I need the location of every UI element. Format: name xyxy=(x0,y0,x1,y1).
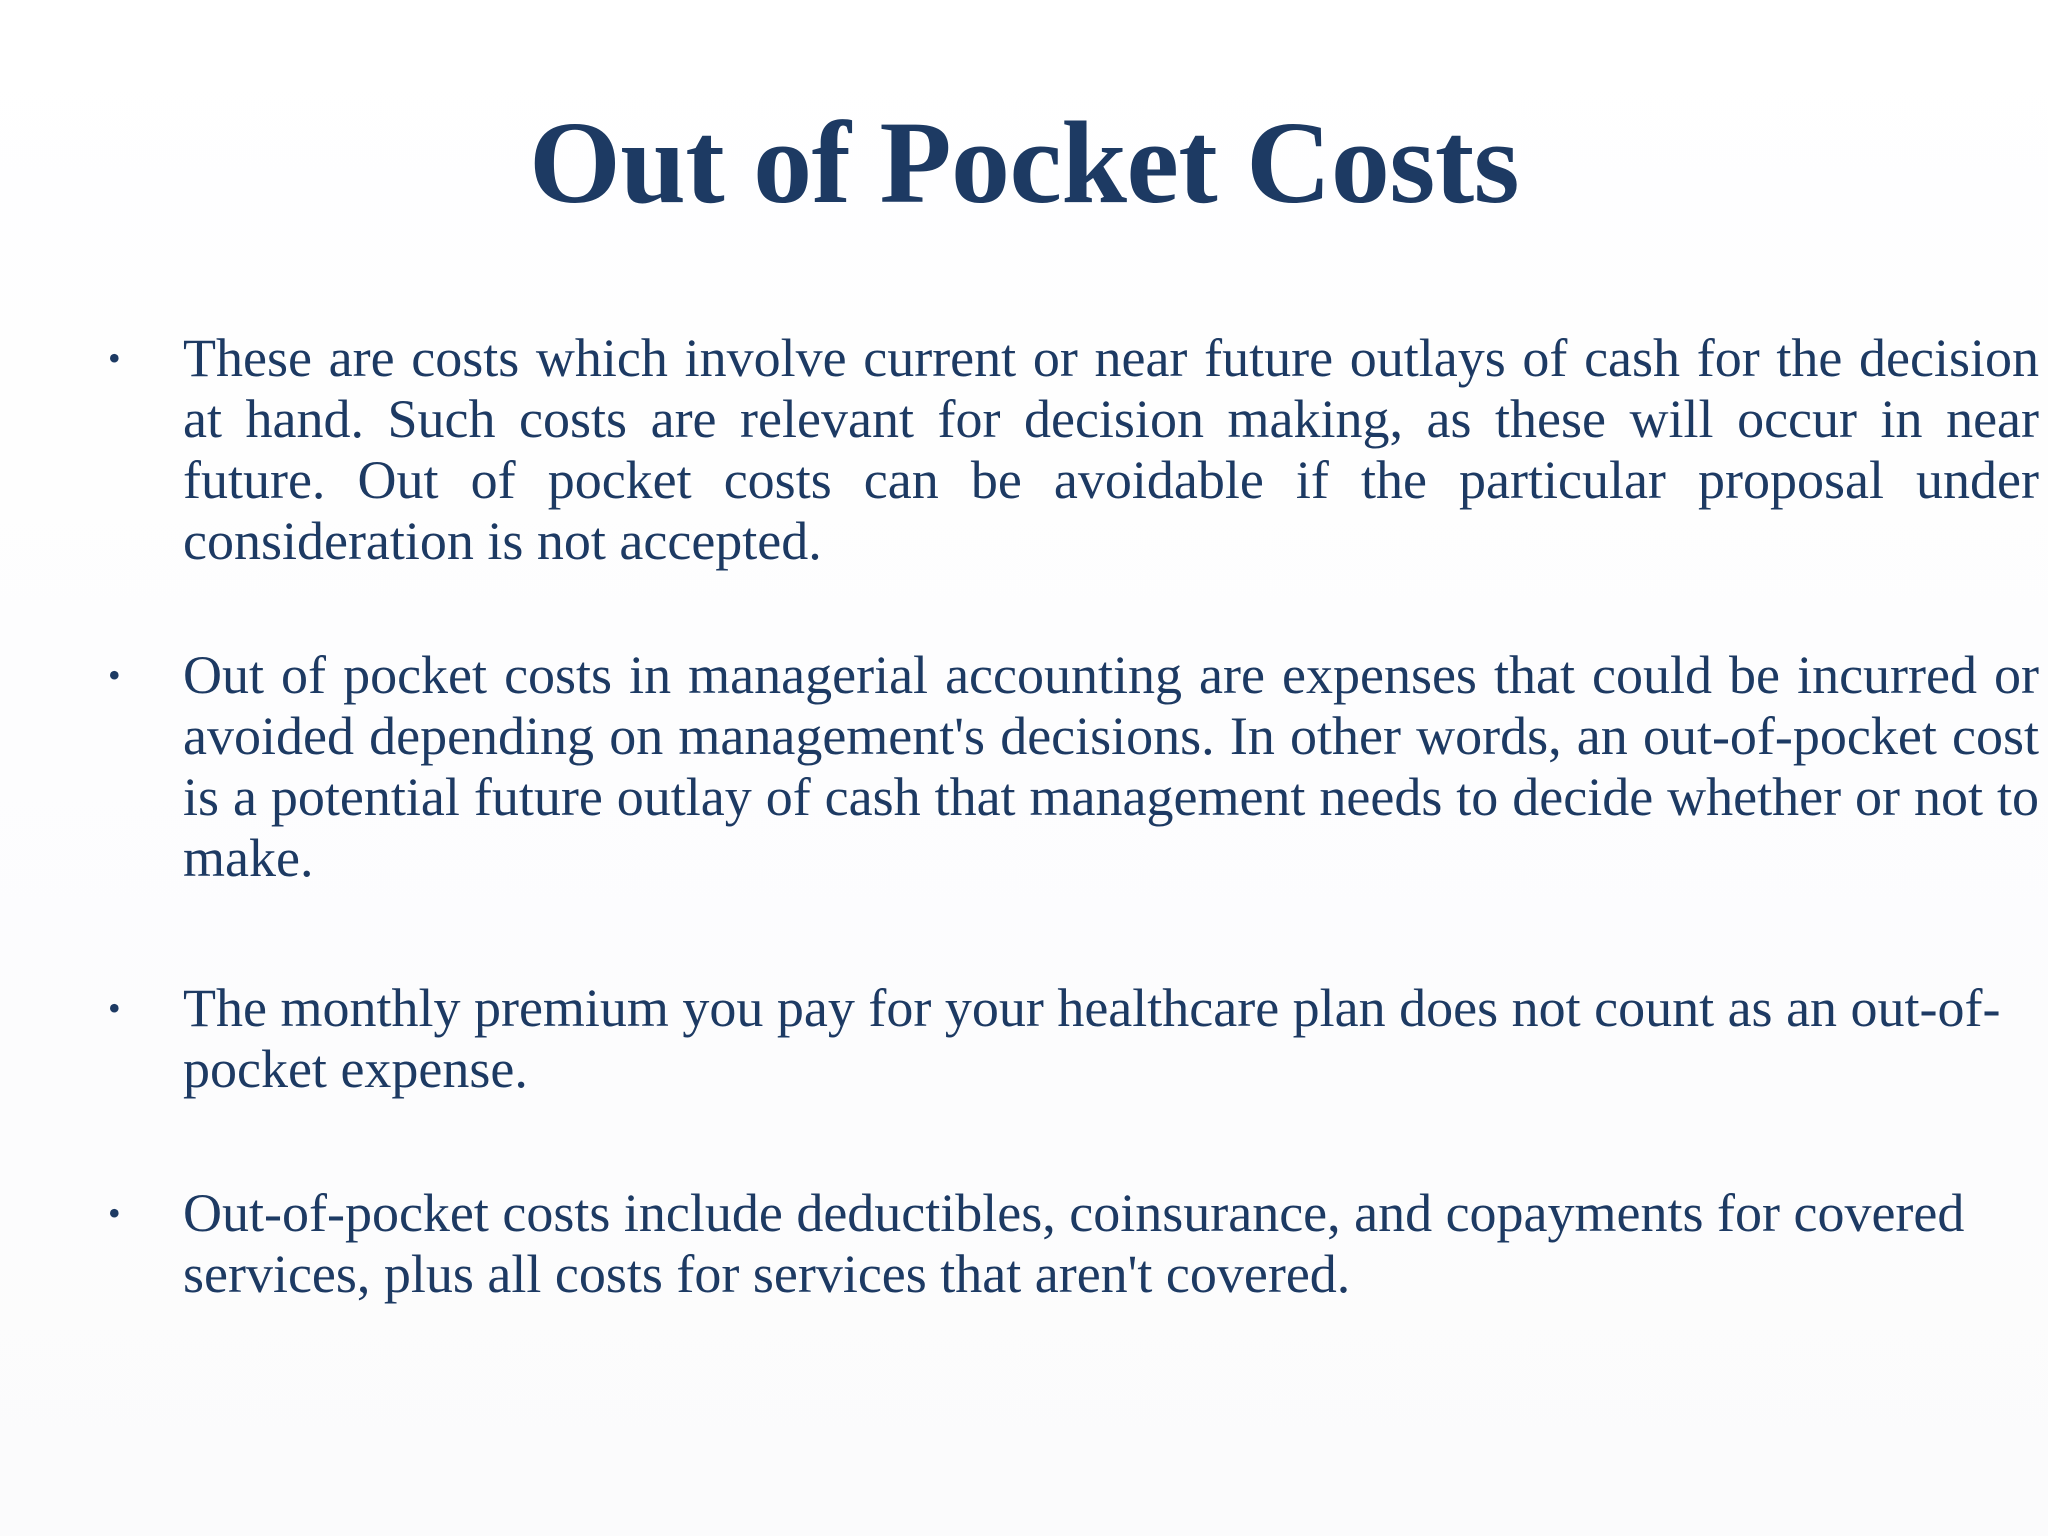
bullet-text: The monthly premium you pay for your healthcare plan does not count as an out-of-pocket expense. xyxy=(183,978,2001,1099)
bullet-text: Out-of-pocket costs include deductibles, coinsurance, and copayments for covered services, plus all costs for services that aren't covered. xyxy=(183,1183,1965,1304)
bullet-icon: • xyxy=(108,988,121,1028)
bullet-text: Out of pocket costs in managerial accounting are expenses that could be incurred or avoided depending on management's decisions. In other words, an out-of-pocket cost is a potential future outlay of cash that management needs to decide whether or not to make. xyxy=(183,645,2039,888)
bullet-item xyxy=(100,978,2001,1100)
bullet-text: These are costs which involve current or near future outlays of cash for the decision at hand. Such costs are relevant for decision making, as these will occur in near future. Out of pocket costs can be avoidable if the particular proposal under consideration is not accepted. xyxy=(183,328,2039,571)
bullet-list xyxy=(100,328,2039,1305)
bullet-item xyxy=(100,328,2039,572)
bullet-icon: • xyxy=(108,655,121,695)
bullet-item xyxy=(100,645,2039,889)
slide-title: Out of Pocket Costs xyxy=(528,97,1520,228)
bullet-icon: • xyxy=(108,338,121,378)
bullet-item xyxy=(100,1183,1965,1305)
bullet-icon: • xyxy=(108,1193,121,1233)
